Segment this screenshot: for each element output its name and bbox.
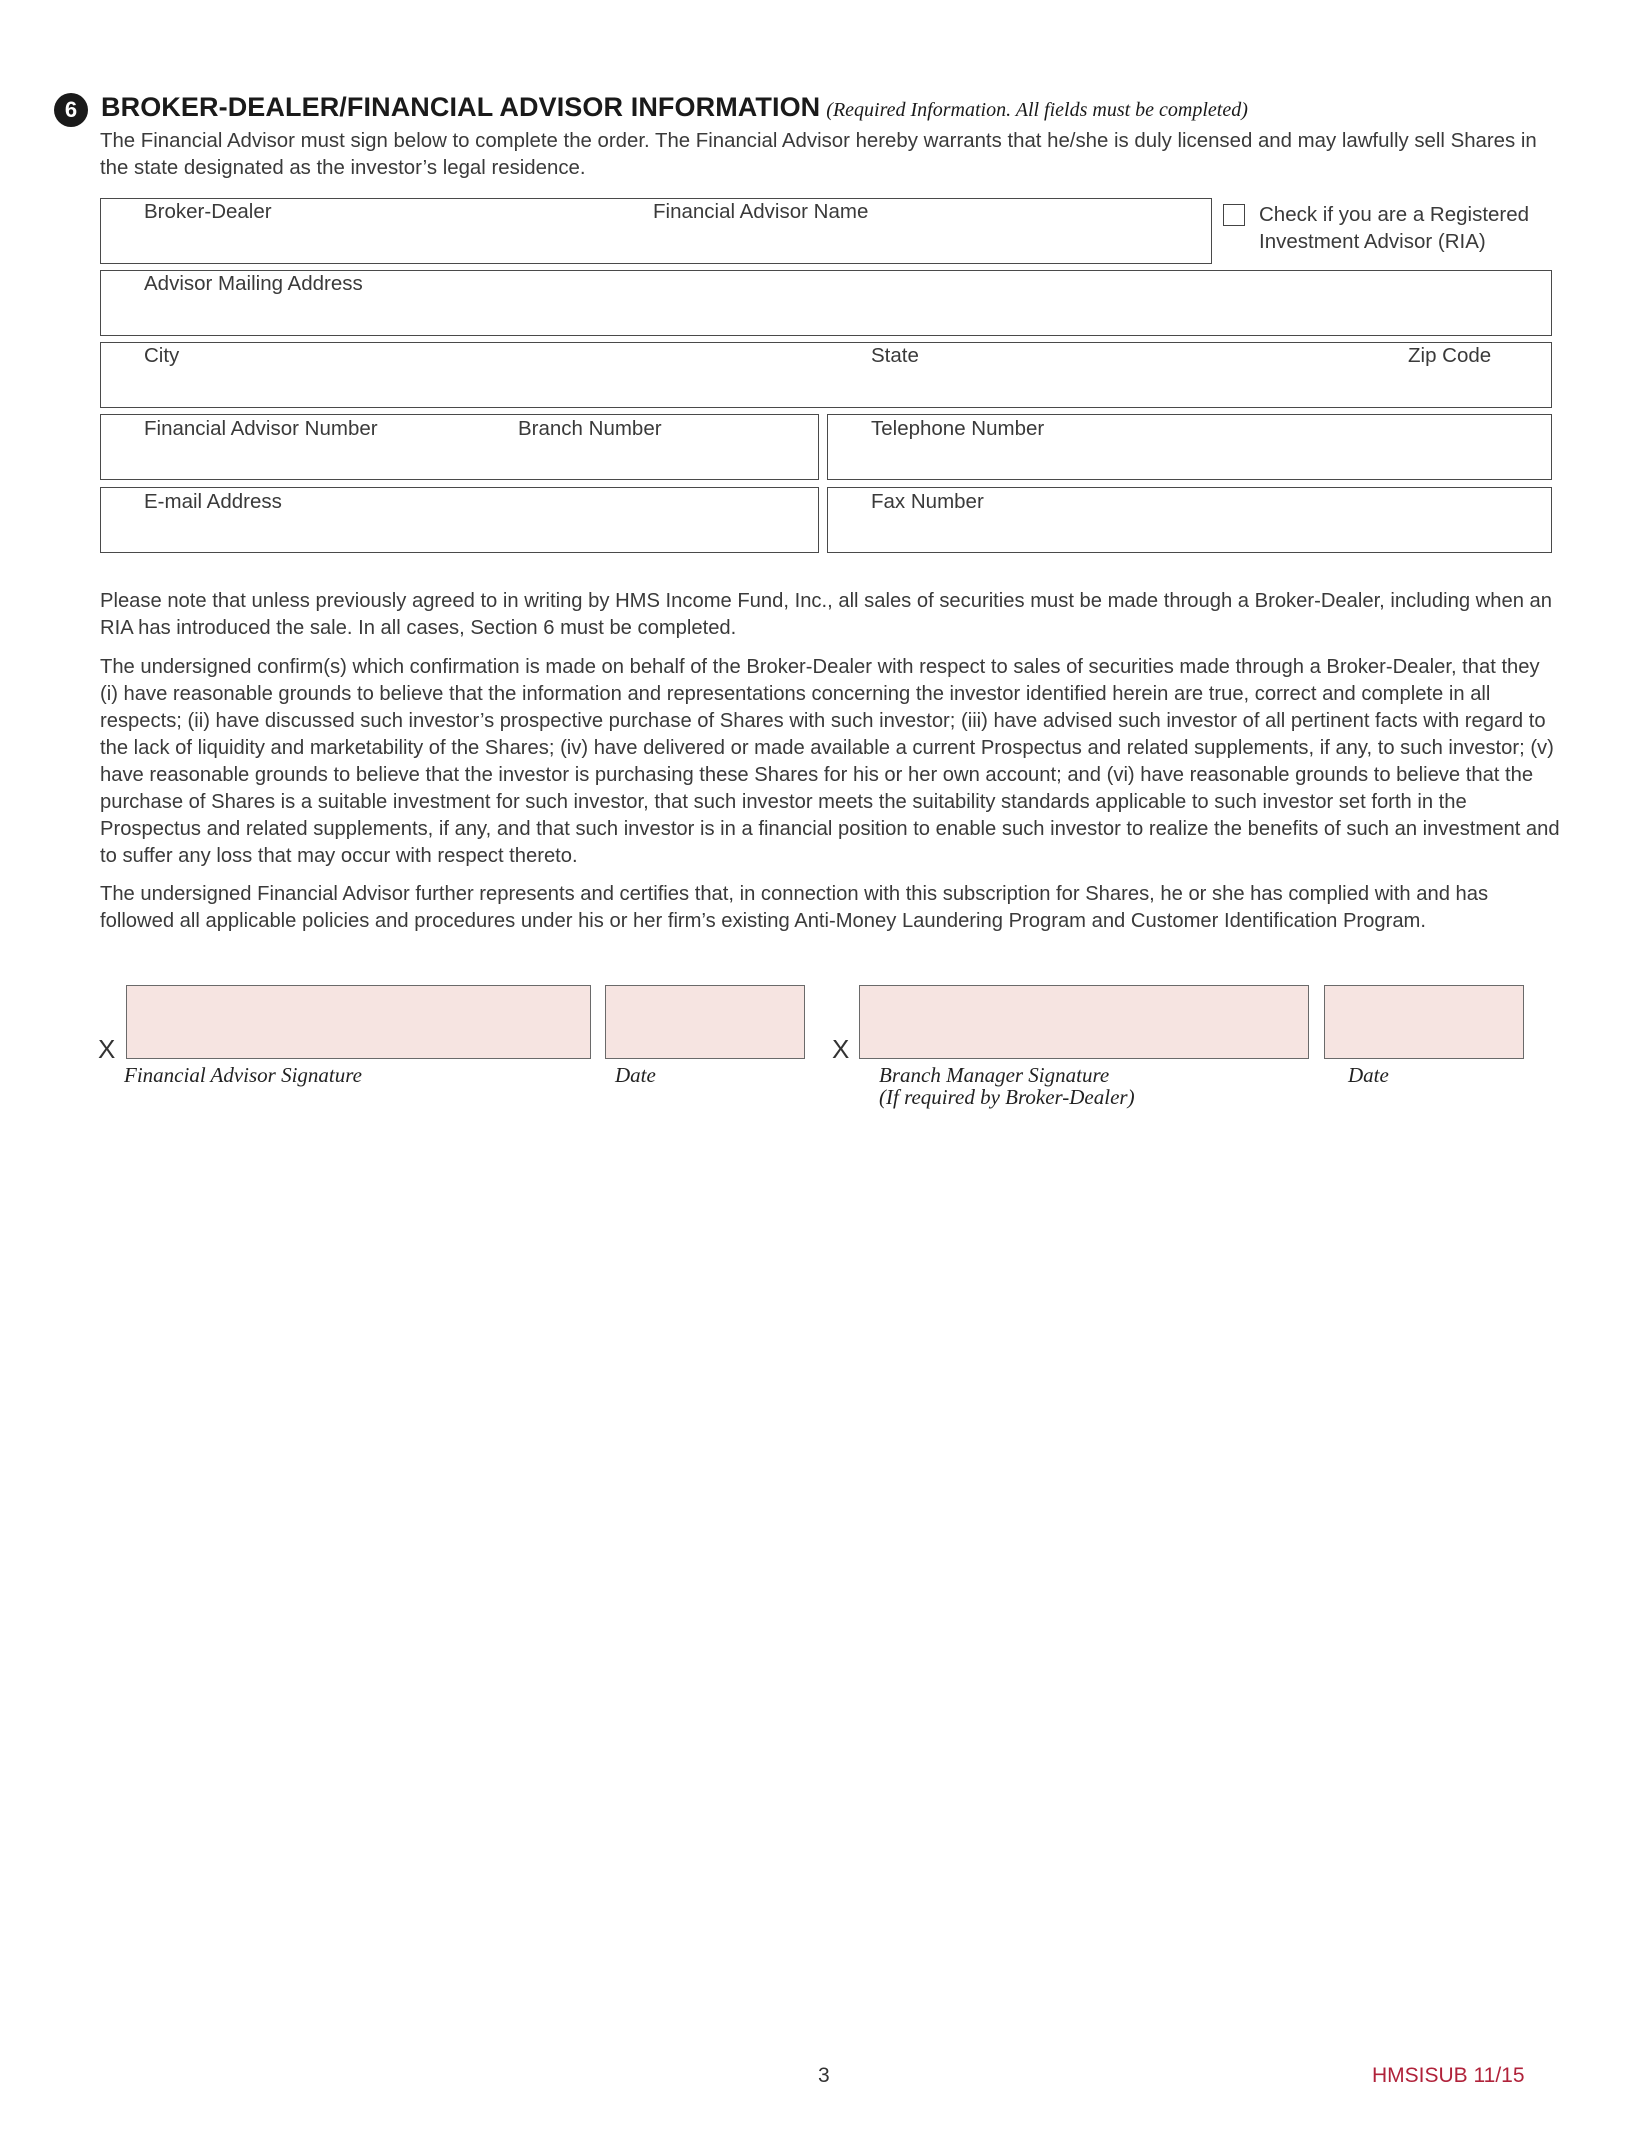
advisor-number-label: Financial Advisor Number — [144, 417, 378, 440]
email-label: E-mail Address — [144, 490, 282, 513]
branch-signature-caption: Branch Manager Signature — [879, 1063, 1110, 1087]
section-title-text: BROKER-DEALER/FINANCIAL ADVISOR INFORMATION — [101, 92, 821, 122]
telephone-label: Telephone Number — [871, 417, 1045, 440]
advisor-signature-x-mark: X — [98, 1034, 116, 1064]
zip-code-label: Zip Code — [1408, 344, 1492, 367]
branch-signature-note: (If required by Broker-Dealer) — [879, 1085, 1135, 1109]
state-label: State — [871, 344, 919, 367]
rule-paragraph-ria: Please note that unless previously agreed to in writing by HMS Income Fund, Inc., all sales of securities must be made through a Broker-Dealer, including when an RIA has introduced the sale. In all cases, Section 6 must be completed. — [100, 590, 1553, 639]
ria-check-label-line2: Investment Advisor (RIA) — [1259, 230, 1486, 253]
broker-dealer-label: Broker-Dealer — [144, 200, 272, 223]
section-title — [101, 92, 1248, 123]
ria-check-label-line1: Check if you are a Registered — [1259, 203, 1530, 226]
city-state-zip-field[interactable] — [100, 342, 1552, 408]
section-number-badge: 6 — [54, 93, 88, 127]
form-code: HMSISUB 11/15 — [1372, 2064, 1525, 2087]
branch-number-label: Branch Number — [518, 417, 662, 440]
advisor-signature-field[interactable] — [126, 985, 591, 1059]
page-number: 3 — [818, 2064, 830, 2087]
branch-signature-x-mark: X — [832, 1034, 850, 1064]
advisor-name-label: Financial Advisor Name — [653, 200, 869, 223]
ria-checkbox[interactable] — [1223, 204, 1245, 226]
city-label: City — [144, 344, 180, 367]
advisor-date-field[interactable] — [605, 985, 805, 1059]
fax-label: Fax Number — [871, 490, 984, 513]
branch-date-field[interactable] — [1324, 985, 1524, 1059]
mailing-address-label: Advisor Mailing Address — [144, 272, 363, 295]
branch-date-caption: Date — [1348, 1063, 1389, 1087]
rule-paragraph-aml: The undersigned Financial Advisor further represents and certifies that, in connection with this subscription for Shares, he or she has complied with and has followed all applicable policies and procedures under his or her firm’s existing Anti-Money Laundering Program and Customer Identification Program. — [100, 883, 1489, 932]
advisor-date-caption: Date — [615, 1063, 656, 1087]
rule-paragraph-confirmation: The undersigned confirm(s) which confirmation is made on behalf of the Broker-Dealer with respect to sales of securities made through a Broker-Dealer, that they (i) have reasonable grounds to believe that the information and representations concerning the investor identified herein are true, correct and complete in all respects; (ii) have discussed such investor’s prospective purchase of Shares with such investor; (iii) have advised such investor of all pertinent facts with regard to the lack of liquidity and marketability of the Shares; (iv) have delivered or made available a current Prospectus and related supplements, if any, to such investor; (v) have reasonable grounds to believe that the investor is purchasing these Shares for his or her own account; and (vi) have reasonable grounds to believe that the purchase of Shares is a suitable investment for such investor, that such investor meets the suitability standards applicable to such investor set forth in the Prospectus and related supplements, if any, and that such investor is in a financial position to enable such investor to realize the benefits of such an investment and to suffer any loss that may occur with respect thereto. — [100, 656, 1560, 867]
branch-manager-signature-field[interactable] — [859, 985, 1309, 1059]
section-required-note: (Required Information. All fields must be completed) — [826, 99, 1248, 121]
section-intro: The Financial Advisor must sign below to complete the order. The Financial Advisor hereby warrants that he/she is duly licensed and may lawfully sell Shares in the state designated as the investor’s legal residence. — [100, 130, 1537, 179]
advisor-signature-caption: Financial Advisor Signature — [124, 1063, 362, 1087]
